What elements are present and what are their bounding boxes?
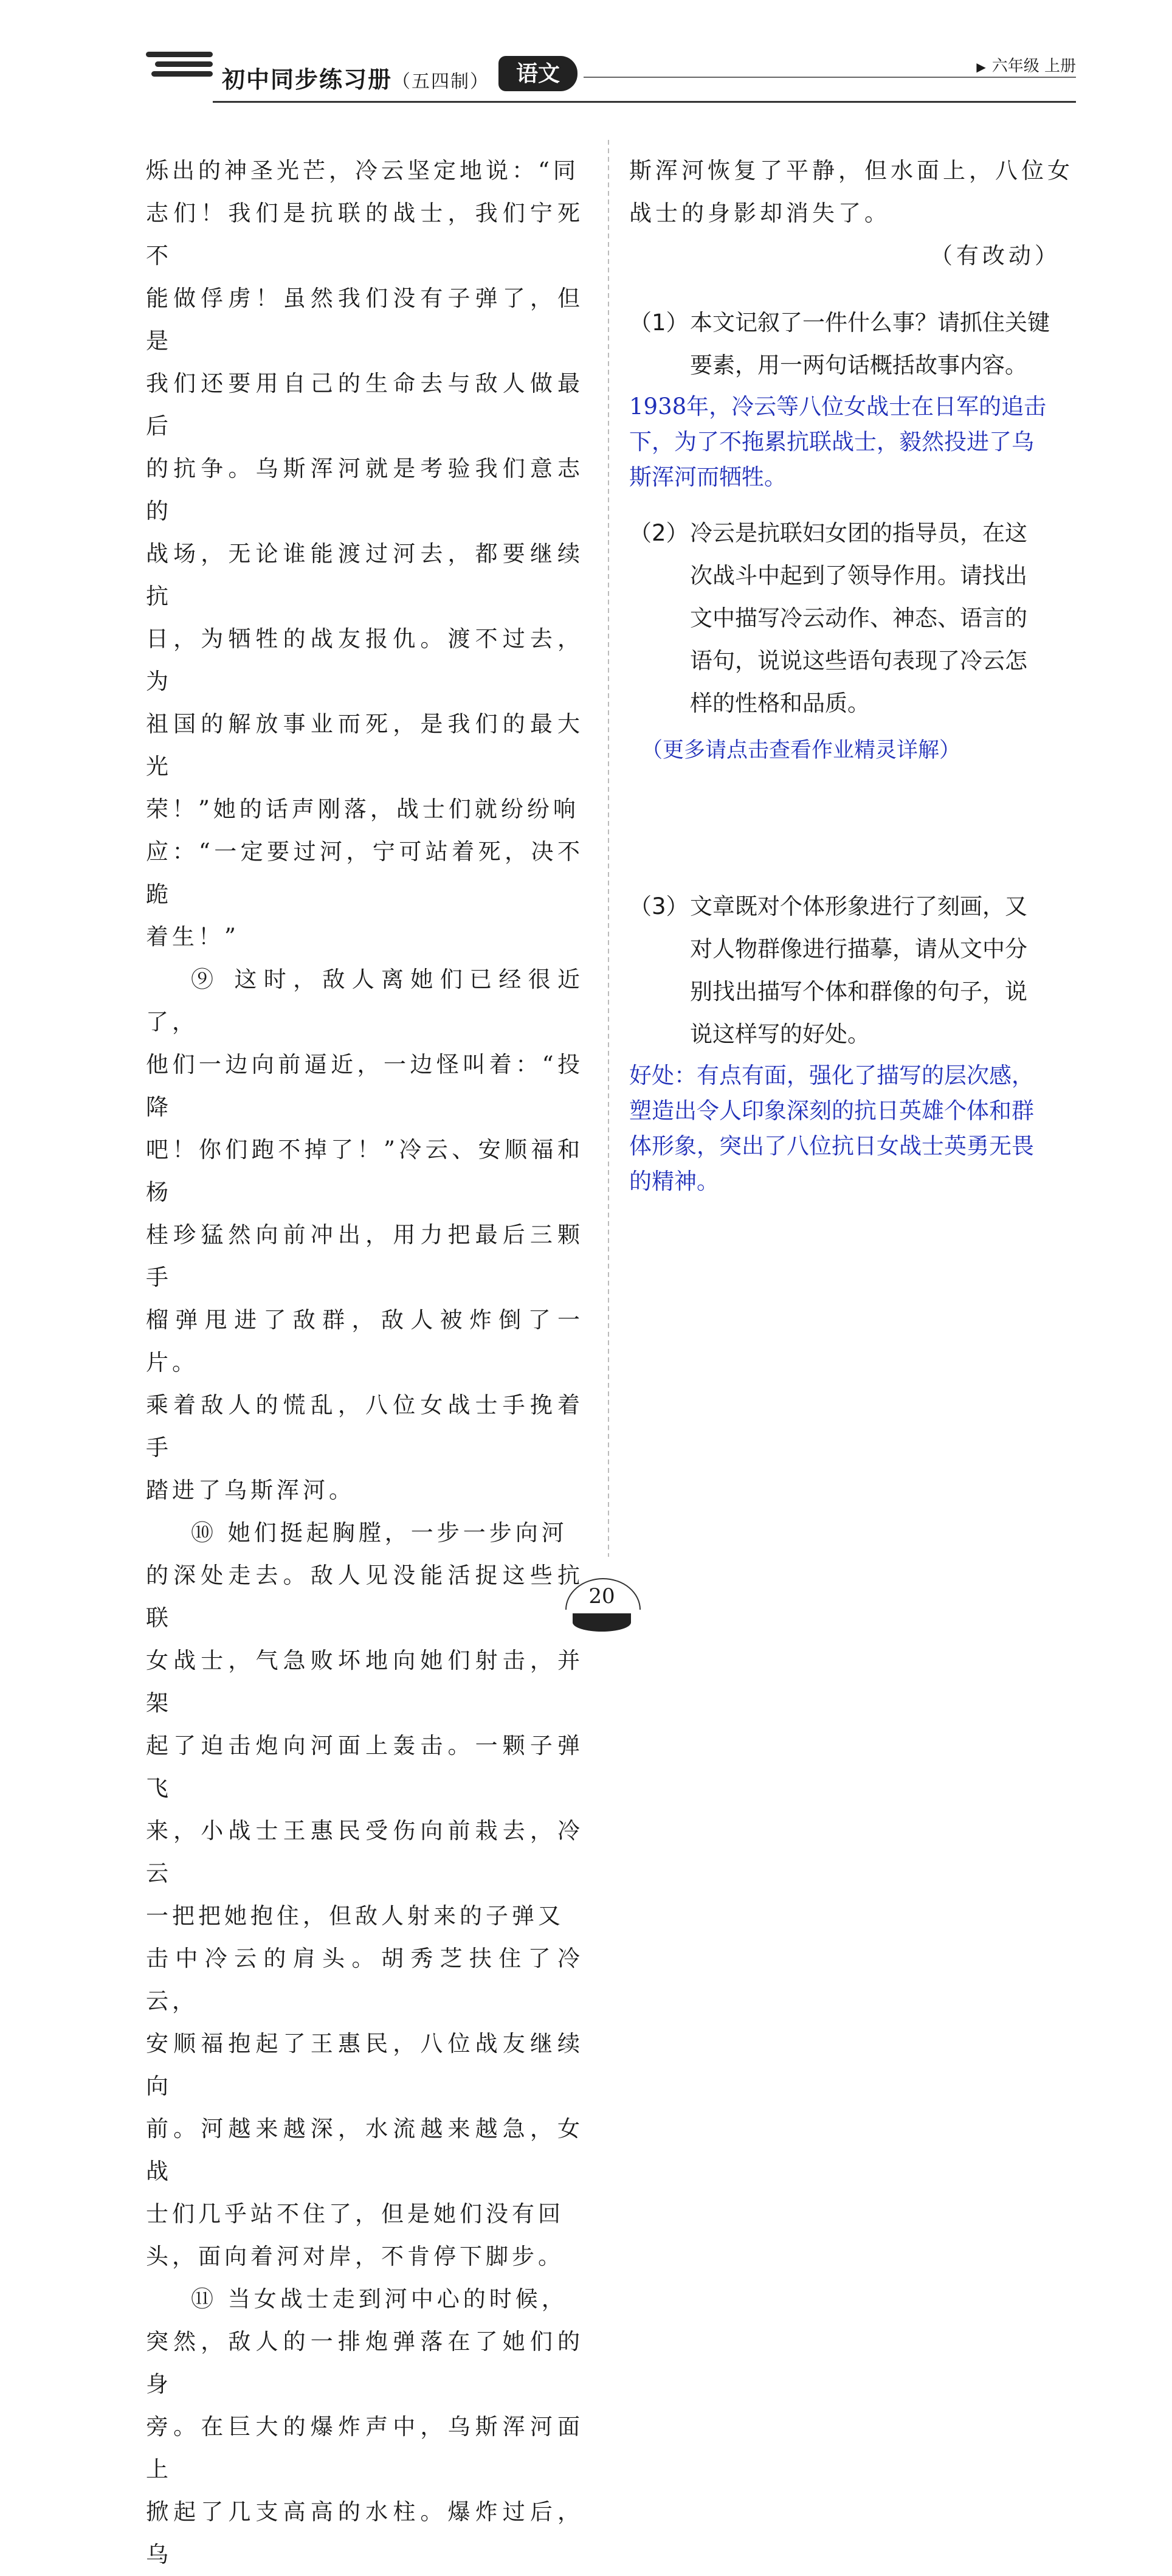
page-number: 20 bbox=[588, 1584, 615, 1608]
question-number: （1） bbox=[629, 310, 689, 336]
answer-1: 1938年，冷云等八位女战士在日军的追击 下，为了不拖累抗联战士，毅然投进了乌 斯浑河而牺牲。 bbox=[629, 393, 1047, 490]
paragraph-continued: 烁出的神圣光芒，冷云坚定地说：“同 志们！我们是抗联的战士，我们宁死不 能做俘虏！虽然我们没有子弹了，但是 我们还要用自己的生命去与敌人做最后 的抗争。乌斯浑河就是考验我们意志的 战场，无论谁能渡过河去，都要继续抗 日，为牺牲的战友报仇。渡不过去，为 祖国的解放事业而死，是我们的最大光 荣！”她的话声刚落，战士们就纷纷响 应：“一定要过河，宁可站着死，决不跪 着生！” bbox=[146, 158, 584, 950]
paragraph-11: ⑪ 当女战士走到河中心的时候， 突然，敌人的一排炮弹落在了她们的身 旁。在巨大的爆炸声中，乌斯浑河面上 掀起了几支高高的水柱。爆炸过后，乌 bbox=[146, 2286, 584, 2567]
book-logo-icon bbox=[146, 52, 213, 100]
column-divider bbox=[608, 140, 609, 1557]
question-1: （1）本文记叙了一件什么事？请抓住关键 要素，用一两句话概括故事内容。 1938年，冷云等八位女战士在日军的追击 下，为了不拖累抗联战士，毅然投进了乌 斯浑河而牺牲。 bbox=[629, 302, 1085, 495]
subject-badge: 语文 bbox=[498, 56, 577, 91]
answer-3: 好处：有点有面，强化了描写的层次感， 塑造出令人印象深刻的抗日英雄个体和群 体形象，突出了八位抗日女战士英勇无畏 的精神。 bbox=[629, 1062, 1034, 1194]
grade-label: ▶ 六年级 上册 bbox=[976, 57, 1076, 75]
page-header bbox=[146, 49, 1076, 116]
paragraph-9: ⑨ 这时，敌人离她们已经很近了， 他们一边向前逼近，一边怪叫着：“投降 吧！你们跑不掉了！”冷云、安顺福和杨 桂珍猛然向前冲出，用力把最后三颗手 榴弹甩进了敌群，敌人被炸倒了一片。 乘着敌人的慌乱，八位女战士手挽着手 踏进了乌斯浑河。 bbox=[146, 966, 584, 1503]
question-number: （3） bbox=[629, 893, 689, 919]
story-ending: 斯浑河恢复了平静，但水面上，八位女 战士的身影却消失了。 bbox=[629, 158, 1074, 226]
header-underline bbox=[213, 101, 1076, 103]
source-note: （有改动） bbox=[930, 243, 1061, 269]
question-3: （3）文章既对个体形象进行了刻画，又 对人物群像进行描摹，请从文中分 别找出描写个体和群像的句子，说 说这样写的好处。 好处：有点有面，强化了描写的层次感， 塑造出令人印象深刻的抗日英雄个体和群 体形象，突出了八位抗日女战士英勇无畏 的精神。 bbox=[629, 885, 1085, 1199]
book-edition: （五四制） bbox=[392, 71, 490, 92]
page-number-badge bbox=[559, 1572, 644, 1645]
question-number: （2） bbox=[629, 520, 689, 546]
play-triangle-icon: ▶ bbox=[976, 60, 986, 74]
paragraph-10: ⑩ 她们挺起胸膛，一步一步向河 的深处走去。敌人见没能活捉这些抗联 女战士，气急败坏地向她们射击，并架 起了迫击炮向河面上轰击。一颗子弹飞 来，小战士王惠民受伤向前栽去，冷云 一把把她抱住，但敌人射来的子弹又 击中冷云的肩头。胡秀芝扶住了冷云， 安顺福抱起了王惠民，八位战友继续向 前。河越来越深，水流越来越急，女战 士们几乎站不住了，但是她们没有回 头，面向着河对岸，不肯停下脚步。 bbox=[146, 1520, 584, 2270]
reading-passage bbox=[146, 150, 584, 2576]
question-2: （2）冷云是抗联妇女团的指导员，在这 次战斗中起到了领导作用。请找出 文中描写冷云动作、神态、语言的 语句，说说这些语句表现了冷云怎 样的性格和品质。 （更多请点击查看作业精灵详解） bbox=[629, 512, 1085, 764]
book-title: 初中同步练习册（五四制） bbox=[222, 66, 490, 93]
questions-column bbox=[629, 150, 1085, 1199]
header-divider bbox=[584, 77, 1076, 78]
cap-base-decoration bbox=[573, 1613, 631, 1632]
more-details-link[interactable]: （更多请点击查看作业精灵详解） bbox=[641, 738, 961, 763]
